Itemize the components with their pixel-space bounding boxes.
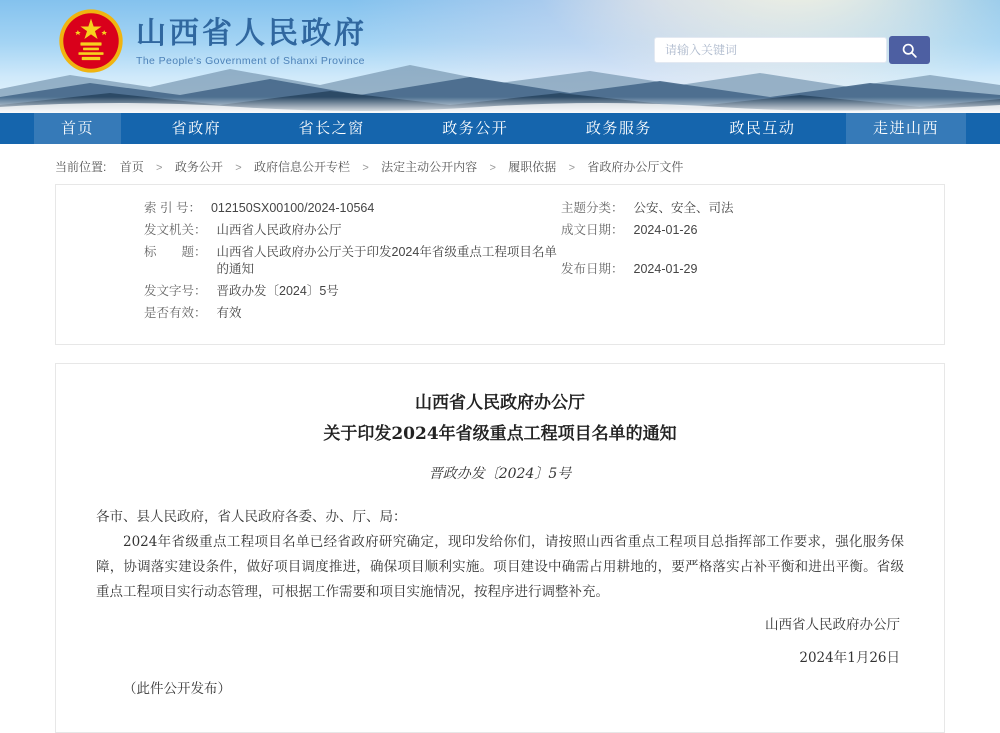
nav-item-gov-services[interactable]: 政务服务 bbox=[585, 120, 652, 137]
meta-label: 标 题： bbox=[144, 245, 207, 259]
meta-label: 发文机关： bbox=[144, 223, 207, 237]
meta-row-publish-date bbox=[561, 261, 944, 278]
nav-item-provincial-government[interactable]: 省政府 bbox=[171, 120, 222, 137]
meta-label: 索 引 号： bbox=[144, 201, 201, 215]
document-paragraph: 2024年省级重点工程项目名单已经省政府研究确定，现印发给你们，请按照山西省重点工程项目总指挥部工作要求，强化服务保障，协调落实建设条件，做好项目调度推进，确保项目顺利实施。项目建设中确需占用耕地的，要严格落实占补平衡和进出平衡。省级重点工程项目实行动态管理，可根据工作需要和项目实施情况，按程序进行调整补充。 bbox=[96, 534, 904, 600]
meta-value: 公安、安全、司法 bbox=[633, 201, 734, 215]
breadcrumb-separator: > bbox=[235, 162, 242, 174]
breadcrumb-separator: > bbox=[362, 162, 369, 174]
meta-row-written-date bbox=[561, 222, 944, 239]
breadcrumb-separator: > bbox=[156, 162, 163, 174]
site-header bbox=[0, 0, 1000, 113]
national-emblem-icon bbox=[58, 8, 124, 74]
meta-label: 成文日期： bbox=[561, 223, 624, 237]
main-nav bbox=[0, 113, 1000, 144]
breadcrumb-separator: > bbox=[489, 162, 496, 174]
meta-value: 山西省人民政府办公厅 bbox=[216, 223, 342, 237]
document-signer: 山西省人民政府办公厅 bbox=[765, 617, 900, 633]
nav-item-interaction[interactable]: 政民互动 bbox=[729, 120, 796, 137]
document-title-line2: 关于印发2024年省级重点工程项目名单的通知 bbox=[323, 424, 677, 444]
breadcrumb-item-home[interactable]: 首页 bbox=[119, 160, 144, 174]
breadcrumb-item-disclosure[interactable]: 政务公开 bbox=[174, 160, 223, 174]
breadcrumb-label: 当前位置: bbox=[55, 160, 107, 174]
meta-label: 发布日期： bbox=[561, 262, 624, 276]
breadcrumb-item-office-documents[interactable]: 省政府办公厅文件 bbox=[587, 160, 684, 174]
nav-item-home[interactable]: 首页 bbox=[34, 113, 121, 144]
meta-row-index-number bbox=[144, 200, 561, 217]
site-subtitle: The People's Government of Shanxi Province bbox=[136, 54, 365, 67]
document-sign-date: 2024年1月26日 bbox=[799, 650, 900, 666]
meta-value: 晋政办发〔2024〕5号 bbox=[216, 284, 339, 298]
meta-label: 发文字号： bbox=[144, 284, 207, 298]
document-body bbox=[96, 505, 904, 605]
meta-right-column bbox=[561, 200, 944, 327]
nav-item-gov-disclosure[interactable]: 政务公开 bbox=[442, 120, 509, 137]
meta-row-topic-category bbox=[561, 200, 944, 217]
search-icon bbox=[901, 42, 918, 59]
search-input[interactable] bbox=[654, 37, 887, 63]
meta-label: 是否有效： bbox=[144, 306, 207, 320]
breadcrumb-item-duty-basis[interactable]: 履职依据 bbox=[508, 160, 557, 174]
meta-value: 2024-01-26 bbox=[633, 223, 698, 237]
document-title-line1: 山西省人民政府办公厅 bbox=[415, 393, 585, 413]
meta-row-title bbox=[144, 244, 561, 278]
meta-row-issuing-agency bbox=[144, 222, 561, 239]
site-title: 山西省人民政府 bbox=[136, 16, 367, 50]
site-logo-home-link[interactable] bbox=[58, 8, 367, 74]
search-bar bbox=[654, 36, 930, 64]
meta-row-doc-number bbox=[144, 283, 561, 300]
document-content-box bbox=[55, 363, 945, 733]
document-number: 晋政办发〔2024〕5号 bbox=[428, 466, 572, 482]
header-mist-overlay bbox=[0, 97, 1000, 113]
meta-value: 有效 bbox=[216, 306, 242, 320]
document-footnote: （此件公开发布） bbox=[123, 681, 231, 697]
meta-value: 012150SX00100/2024-10564 bbox=[210, 201, 375, 215]
breadcrumb-item-statutory-content[interactable]: 法定主动公开内容 bbox=[381, 160, 478, 174]
meta-value: 山西省人民政府办公厅关于印发2024年省级重点工程项目名单的通知 bbox=[216, 245, 557, 276]
breadcrumb-separator: > bbox=[568, 162, 576, 174]
nav-item-into-shanxi[interactable]: 走进山西 bbox=[846, 113, 966, 144]
meta-label: 主题分类： bbox=[561, 201, 624, 215]
document-salutation: 各市、县人民政府，省人民政府各委、办、厅、局： bbox=[96, 509, 407, 525]
meta-left-column bbox=[56, 200, 561, 327]
breadcrumb-item-info-column[interactable]: 政府信息公开专栏 bbox=[253, 160, 350, 174]
meta-value: 2024-01-29 bbox=[633, 262, 698, 276]
breadcrumb bbox=[55, 158, 945, 175]
document-meta-box bbox=[55, 184, 945, 345]
search-button[interactable] bbox=[889, 36, 930, 64]
meta-row-validity bbox=[144, 305, 561, 322]
nav-item-governor-window[interactable]: 省长之窗 bbox=[298, 120, 365, 137]
